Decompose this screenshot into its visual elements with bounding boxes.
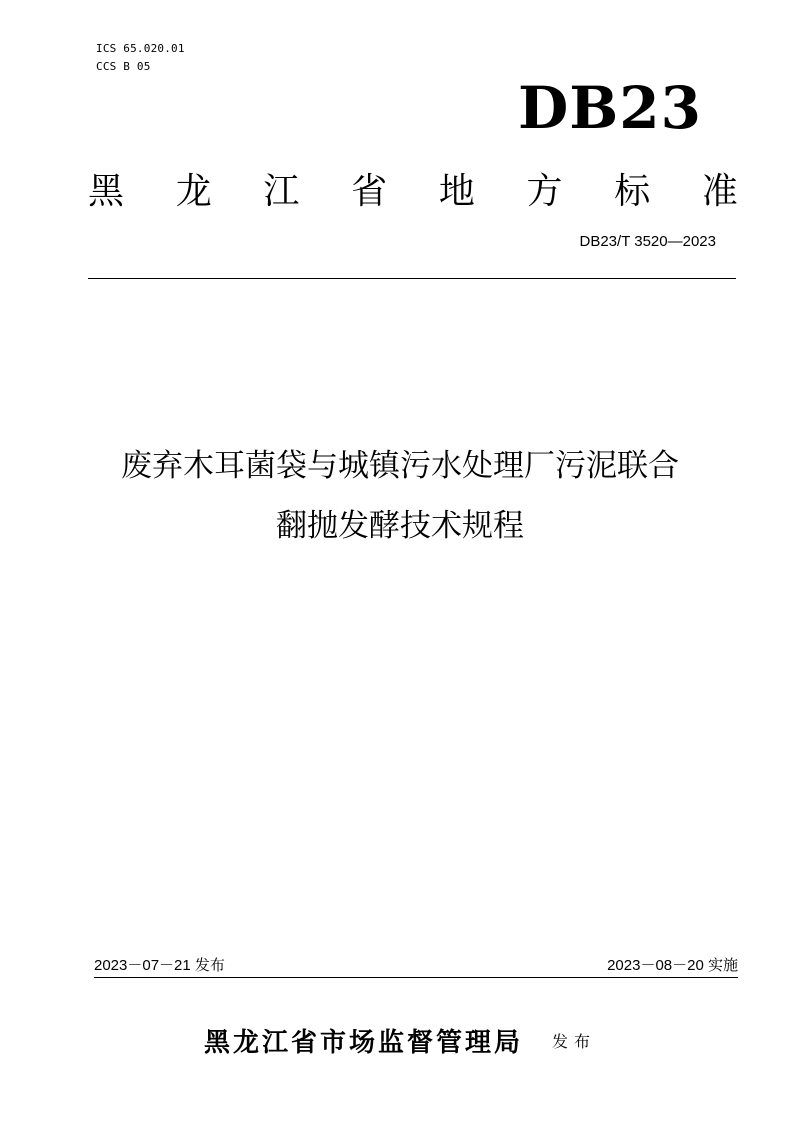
issuer-suffix: 发布 bbox=[552, 1032, 597, 1051]
standard-number: DB23/T 3520—2023 bbox=[579, 233, 716, 250]
issuer-name: 黑龙江省市场监督管理局 bbox=[203, 1028, 523, 1058]
standard-type-char: 省 bbox=[351, 170, 388, 212]
classification-codes bbox=[96, 40, 185, 76]
db-code-mark: DB23 bbox=[517, 74, 702, 142]
standard-type-char: 准 bbox=[701, 170, 738, 212]
title-line-2: 翻抛发酵技术规程 bbox=[276, 508, 524, 544]
date-row bbox=[94, 956, 738, 976]
standard-type-char: 龙 bbox=[175, 170, 212, 212]
implement-date: 2023－08－20 实施 bbox=[607, 957, 738, 974]
standard-type-char: 江 bbox=[263, 170, 300, 212]
title-line-1: 废弃木耳菌袋与城镇污水处理厂污泥联合 bbox=[121, 448, 679, 484]
publish-date: 2023－07－21 发布 bbox=[94, 957, 225, 974]
standard-type-heading bbox=[88, 160, 738, 216]
standard-type-char: 标 bbox=[614, 170, 651, 212]
document-title bbox=[60, 436, 740, 556]
bottom-divider bbox=[94, 977, 738, 978]
issuer-line bbox=[0, 1022, 800, 1059]
standard-type-char: 方 bbox=[526, 170, 563, 212]
standard-type-char: 地 bbox=[438, 170, 475, 212]
standard-type-char: 黑 bbox=[88, 170, 125, 212]
ccs-code: CCS B 05 bbox=[96, 60, 151, 73]
top-divider bbox=[88, 278, 736, 279]
ics-code: ICS 65.020.01 bbox=[96, 42, 185, 55]
